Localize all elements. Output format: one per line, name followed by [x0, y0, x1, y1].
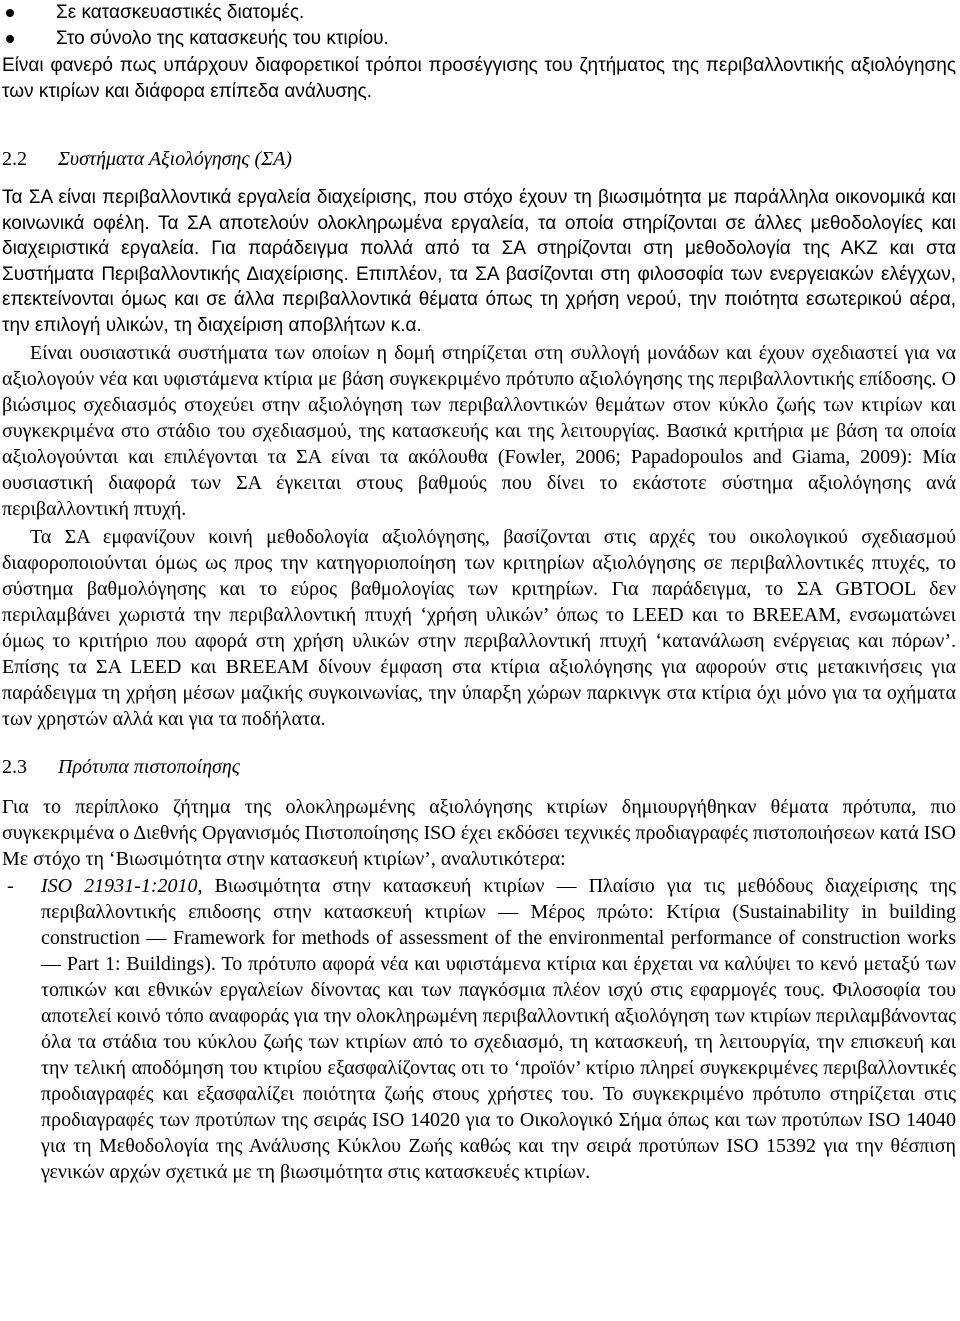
- section-number: 2.3: [2, 756, 27, 778]
- iso-description: , Βιωσιμότητα στην κατασκευή κτιρίων — Πλαίσιο για τις μεθόδους διαχείρισης της περιβαλλοντικής επιδοσης στην κατασκευή κτιρίων — Μέρος πρώτο: Κτίρια (Sustainability in building construction — Framework for methods of assessment of the environmental performance of construction works — Part 1: Buildings). Το πρότυπο αφορά νέα και υφιστάμενα κτίρια και έρχεται να καλύψει το κενό μεταξύ των τοπικών και εθνικών εργαλείων δίνοντας και των παγκόσμια πλέον ισχύ στις εφαρμογές τους. Φιλοσοφία του αποτελεί κοινό τόπο αναφοράς για την ολοκληρωμένη περιβαλλοντική αξιολόγηση των κτιρίων περιλαμβάνοντας όλα τα στάδια του κύκλου ζωής των κτιρίων από το σχεδιασμό, τη κατασκευή, τη λειτουργία, την επισκευή και την τελική αποδόμηση του κτιρίου εξασφαλίζοντας οτι το ‘προϊόν’ κτίριο πληρεί συγκεκριμένες περιβαλλοντικές προδιαγραφές και εξασφαλίζει ποιότητα ζωής στους χρήστες του. Το συγκεκριμένο πρότυπο στηρίζεται στις προδιαγραφές των προτύπων της σειράς ISO 14020 για το Οικολογικό Σήμα όπως και των προτύπων ISO 14040 για τη Μεθοδολογία της Ανάλυσης Κύκλου Ζωής καθώς και την σειρά προτύπων ISO 15392 για την θέσπιση γενικών αρχών σχετικά με τη βιωσιμότητα στις κατασκευές κτιρίων.: [41, 875, 956, 1183]
- bullet-icon: [6, 9, 14, 17]
- section-heading-2-3: [2, 754, 956, 780]
- iso-list-item: [2, 873, 956, 1185]
- bullet-list: [2, 0, 956, 52]
- section-2-2-paragraph-1: Τα ΣΑ είναι περιβαλλοντικά εργαλεία διαχείρισης, που στόχο έχουν τη βιωσιμότητα με παράλληλα οικονομικά και κοινωνικά οφέλη. Τα ΣΑ αποτελούν ολοκληρωμένα εργαλεία, τα οποία στηρίζονται σε άλλες μεθοδολογίες και διαχειριστικά εργαλεία. Για παράδειγμα πολλά από τα ΣΑ στηρίζονται στη μεθοδολογία της ΑΚΖ και στα Συστήματα Περιβαλλοντικής Διαχείρισης. Επιπλέον, τα ΣΑ βασίζονται στη φιλοσοφία των ενεργειακών ελέγχων, επεκτείνονται όμως και σε άλλα περιβαλλοντικά θέματα όπως τη χρήση νερού, την ποιότητα εσωτερικού αέρα, την επιλογή υλικών, τη διαχείριση αποβλήτων κ.α.: [2, 187, 956, 336]
- section-2-2-paragraph-2: Είναι ουσιαστικά συστήματα των οποίων η δομή στηρίζεται στη συλλογή μονάδων και έχουν σχεδιαστεί για να αξιολογούν νέα και υφιστάμενα κτίρια με βάση συγκεκριμένο πρότυπο αξιολόγησης της περιβαλλοντικής επίδοσης. Ο βιώσιμος σχεδιασμός στοχεύει στην αξιολόγηση των περιβαλλοντικών θεμάτων στον κύκλο ζωής των κτιρίων και συγκεκριμένα στο στάδιο του σχεδιασμού, της κατασκευής και της λειτουργίας. Βασικά κριτήρια με βάση τα οποία αξιολογούνται και επιλέγονται τα ΣΑ είναι τα ακόλουθα (Fowler, 2006; Papadopoulos and Giama, 2009): Μία ουσιαστική διαφορά των ΣΑ έγκειται στους βαθμούς που δίνει το εκάστοτε σύστημα αξιολόγησης ανά περιβαλλοντική πτυχή.: [2, 342, 956, 520]
- section-title: Πρότυπα πιστοποίησης: [58, 756, 240, 778]
- section-2-2-paragraph-3: Τα ΣΑ εμφανίζουν κοινή μεθοδολογία αξιολόγησης, βασίζονται στις αρχές του οικολογικού σχεδιασμού διαφοροποιούνται όμως ως προς την κατηγοριοποίηση των κριτηρίων αξιολόγησης σε περιβαλλοντικές πτυχές, το σύστημα βαθμολόγησης και το εύρος βαθμολογίας των κριτηρίων. Για παράδειγμα, το ΣΑ GBTOOL δεν περιλαμβάνει χωριστά την περιβαλλοντική πτυχή ‘χρήση υλικών’ όπως το LEED και το BREEAM, ενσωματώνει όμως το κριτήριο που αφορά στη χρήση υλικών στην περιβαλλοντική πτυχή ‘κατανάλωση ενέργειας και πόρων’. Επίσης τα ΣΑ LEED και BREEAM δίνουν έμφαση στα κτίρια αξιολόγησης για αφορούν στις μετακινήσεις για παράδειγμα τη χρήση μέσων μαζικής συγκοινωνίας, την ύπαρξη χώρων παρκινγκ στα κτίρια όχι μόνο για τα οχήματα των χρηστών αλλά και για τα ποδήλατα.: [2, 526, 957, 730]
- section-number: 2.2: [2, 148, 27, 170]
- bullet-item: [2, 26, 956, 52]
- bullet-icon: [6, 35, 14, 43]
- section-title: Συστήματα Αξιολόγησης (ΣΑ): [58, 148, 292, 170]
- bullet-text: Σε κατασκευαστικές διατομές.: [56, 2, 305, 23]
- iso-code: ISO 21931-1:2010: [41, 875, 198, 897]
- section-2-3-paragraph-1: Για το περίπλοκο ζήτημα της ολοκληρωμένης αξιολόγησης κτιρίων δημιουργήθηκαν θέματα πρότυπα, πιο συγκεκριμένα ο Διεθνής Οργανισμός Πιστοποίησης ISO έχει εκδόσει τεχνικές προδιαγραφές πιστοποιήσεων κατά ISO Με στόχο τη ‘Βιωσιμότητα στην κατασκευή κτιρίων’, αναλυτικότερα:: [2, 796, 956, 870]
- bullet-text: Στο σύνολο της κατασκευής του κτιρίου.: [56, 28, 389, 49]
- section-heading-2-2: [2, 146, 956, 172]
- bullet-item: [2, 0, 956, 26]
- list-dash: -: [7, 875, 14, 897]
- intro-paragraph: Είναι φανερό πως υπάρχουν διαφορετικοί τρόποι προσέγγισης του ζητήματος της περιβαλλοντικής αξιολόγησης των κτιρίων και διάφορα επίπεδα ανάλυσης.: [2, 55, 956, 102]
